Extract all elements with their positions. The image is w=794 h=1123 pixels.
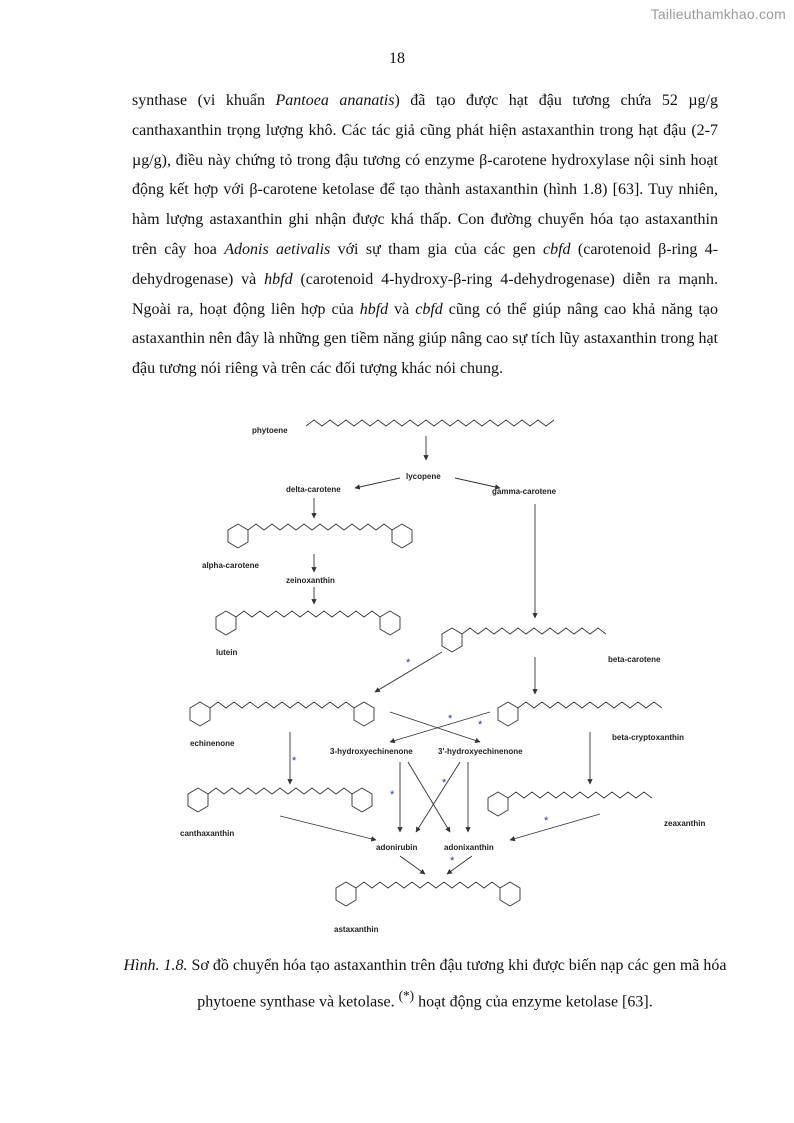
arrow-3h-adonixanthin [408,762,450,832]
star-4: * [292,755,297,767]
star-1: * [406,657,411,669]
arrow-canthaxanthin-adonirubin [280,816,376,840]
beta-carotene-ring-left [442,628,462,652]
canthaxanthin-ring-left [188,788,208,812]
cryptoxanthin-ring-left [498,702,518,726]
canthaxanthin-chain [208,788,352,794]
zeaxanthin-ring-left [488,792,508,816]
astaxanthin-ring-left [336,882,356,906]
label-adonirubin: adonirubin [376,843,418,852]
echinenone-ring-right [354,702,374,726]
beta-carotene-chain [462,628,606,634]
astaxanthin-chain [356,882,500,888]
star-6: * [442,777,447,789]
label-gamma-carotene: gamma-carotene [492,487,557,496]
label-beta-carotene: beta-carotene [608,655,661,664]
zeaxanthin-chain [508,792,652,798]
astaxanthin-ring-right [500,882,520,906]
label-echinenone: echinenone [190,739,235,748]
lutein-ring-left [216,611,236,635]
arrow-lycopene-delta [355,478,400,488]
arrow-zeaxanthin-adonixanthin [510,814,600,840]
star-8: * [450,855,455,867]
label-zeinoxanthin: zeinoxanthin [286,576,335,585]
label-alpha-carotene: alpha-carotene [202,561,259,570]
alpha-carotene-ring-right [392,524,412,548]
echinenone-chain [210,702,354,708]
figure-caption: Hình. 1.8. Sơ đồ chuyển hóa tạo astaxanthin trên đậu tương khi được biến nạp các gen mã hóa phytoene synthase và ketolase. (*) hoạt động của enzyme ketolase [63]. [123,957,727,1011]
alpha-carotene-ring-left [228,524,248,548]
star-3: * [478,719,483,731]
body-paragraph: synthase (vi khuẩn Pantoea ananatis) đã tạo được hạt đậu tương chứa 52 µg/g canthaxanthin trọng lượng khô. Các tác giả cũng phát hiện astaxanthin trong hạt đậu (2-7 µg/g), điều này chứng tỏ trong đậu tương có enzyme β-carotene hydroxylase nội sinh hoạt động kết hợp với β-carotene ketolase để tạo thành astaxanthin (hình 1.8) [63]. Tuy nhiên, hàm lượng astaxanthin ghi nhận được khá thấp. Con đường chuyển hóa tạo astaxanthin trên cây hoa Adonis aetivalis với sự tham gia của các gen cbfd (carotenoid β-ring 4-dehydrogenase) và hbfd (carotenoid 4-hydroxy-β-ring 4-dehydrogenase) diễn ra mạnh. Ngoài ra, hoạt động liên hợp của hbfd và cbfd cũng có thể giúp nâng cao khả năng tạo astaxanthin nên đây là những gen tiềm năng giúp nâng cao sự tích lũy astaxanthin trong hạt đậu tương nói riêng và trên các đối tượng khác nói chung. [132,92,719,378]
canthaxanthin-ring-right [352,788,372,812]
echinenone-ring-left [190,702,210,726]
label-phytoene: phytoene [252,426,288,435]
label-astaxanthin: astaxanthin [334,925,379,934]
astaxanthin-pathway-figure [180,412,706,942]
label-zeaxanthin: zeaxanthin [664,819,706,828]
star-5: * [390,789,395,801]
label-lutein: lutein [216,648,238,657]
label-3-hydroxyechinenone: 3-hydroxyechinenone [330,747,413,756]
star-2: * [448,713,453,725]
cryptoxanthin-chain [518,702,662,708]
label-3p-hydroxyechinenone: 3'-hydroxyechinenone [438,747,523,756]
label-beta-cryptoxanthin: beta-cryptoxanthin [612,733,685,742]
lutein-chain [236,611,380,617]
label-lycopene: lycopene [406,472,441,481]
label-delta-carotene: delta-carotene [286,485,341,494]
star-7: * [544,815,549,827]
label-adonixanthin: adonixanthin [444,843,494,852]
watermark: Tailieuthamkhao.com [650,6,786,22]
page-number: 18 [389,50,405,67]
pathway-diagram [180,412,706,942]
arrow-adonirubin-astaxanthin [400,856,425,874]
lutein-ring-right [380,611,400,635]
label-canthaxanthin: canthaxanthin [180,829,235,838]
arrow-cross-2 [390,712,490,742]
arrow-3ph-adonirubin [416,762,460,832]
phytoene-structure [306,420,554,426]
alpha-carotene-chain [248,524,392,530]
